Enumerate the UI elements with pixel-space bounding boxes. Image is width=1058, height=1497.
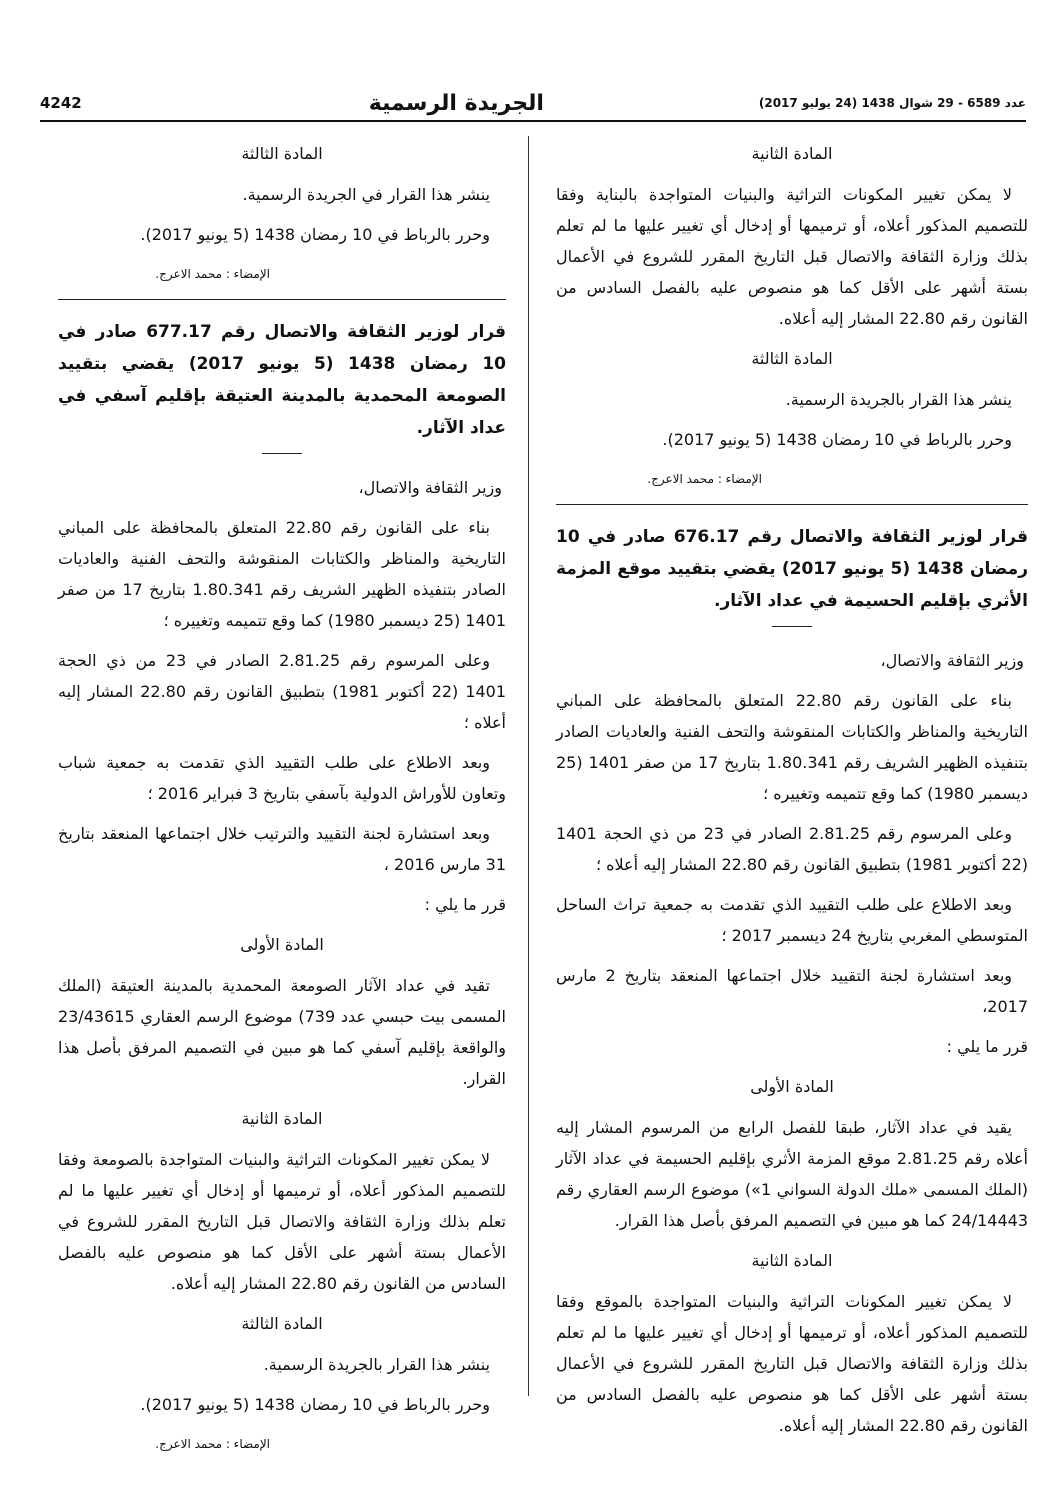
done-at: وحرر بالرباط في 10 رمضان 1438 (5 يونيو 2017). [140,1395,490,1414]
article-heading: المادة الأولى [240,935,324,954]
signature: الإمضاء : محمد الاعرج. [647,472,762,486]
article-text: تقيد في عداد الآثار الصومعة المحمدية بالمدينة العتيقة (الملك المسمى بيت حبسي عدد 739) موضوع الرسم العقاري 23/43615 والواقعة بإقليم آسفي كما هو مبين في التصميم المرفق بأصل هذا القرار. [58,976,506,1088]
decree-title: قرار لوزير الثقافة والاتصال رقم 676.17 صادر في 10 رمضان 1438 (5 يونيو 2017) يقضي بتقييد موقع المزمة الأثري بإقليم الحسيمة في عداد الآثار. [556,527,1028,611]
preamble-paragraph: وبعد استشارة لجنة التقييد والترتيب خلال اجتماعها المنعقد بتاريخ 31 مارس 2016 ، [58,824,506,874]
article-text: لا يمكن تغيير المكونات التراثية والبنيات المتواجدة بالبناية وفقا للتصميم المذكور أعلاه، أو ترميمها أو إدخال أي تغيير عليها ما لم تعلم بذلك وزارة الثقافة والاتصال قبل التاريخ المقرر للشروع في الأعمال بستة أشهر على الأقل كما هو منصوص عليه بالفصل السادس من القانون رقم 22.80 المشار إليه أعلاه. [556,185,1028,328]
journal-title: الجريدة الرسمية [368,90,544,116]
signature: الإمضاء : محمد الاعرج. [155,1437,270,1451]
preamble-paragraph: وبعد استشارة لجنة التقييد خلال اجتماعها المنعقد بتاريخ 2 مارس 2017، [556,966,1028,1016]
preamble-paragraph: وبعد الاطلاع على طلب التقييد الذي تقدمت به جمعية شباب وتعاون للأوراش الدولية بآسفي بتاريخ 3 فبراير 2016 ؛ [58,753,506,803]
done-at: وحرر بالرباط في 10 رمضان 1438 (5 يونيو 2017). [140,225,490,244]
section-separator [58,299,506,300]
article-text: ينشر هذا القرار بالجريدة الرسمية. [785,390,1012,409]
signature: الإمضاء : محمد الاعرج. [155,267,270,281]
decided-line: قرر ما يلي : [424,895,506,914]
issue-info: عدد 6589 - 29 شوال 1438 (24 يوليو 2017) [758,96,1026,110]
article-heading: المادة الأولى [750,1077,834,1096]
preamble-paragraph: وعلى المرسوم رقم 2.81.25 الصادر في 23 من ذي الحجة 1401 (22 أكتوبر 1981) بتطبيق القانون رقم 22.80 المشار إليه أعلاه ؛ [58,651,507,732]
article-heading: المادة الثالثة [241,144,323,163]
column-divider [528,136,529,1396]
preamble-paragraph: وعلى المرسوم رقم 2.81.25 الصادر في 23 من ذي الحجة 1401 (22 أكتوبر 1981) بتطبيق القانون رقم 22.80 المشار إليه أعلاه ؛ [556,824,1028,874]
article-text: يقيد في عداد الآثار، طبقا للفصل الرابع من المرسوم المشار إليه أعلاه رقم 2.81.25 موقع المزمة الأثري بإقليم الحسيمة في عداد الآثار (الملك المسمى «ملك الدولة السواني 1») موضوع الرسم العقاري رقم 24/14443 كما هو مبين في التصميم المرفق بأصل هذا القرار. [556,1118,1029,1230]
minister-line: وزير الثقافة والاتصال، [358,478,502,497]
preamble-paragraph: وبعد الاطلاع على طلب التقييد الذي تقدمت به جمعية تراث الساحل المتوسطي المغربي بتاريخ 24 ديسمبر 2017 ؛ [556,895,1028,945]
title-separator [772,626,812,627]
article-text: ينشر هذا القرار بالجريدة الرسمية. [263,1355,490,1374]
page-number: 4242 [40,94,82,112]
article-heading: المادة الثانية [751,144,833,163]
page-header [40,86,1026,122]
decree-title: قرار لوزير الثقافة والاتصال رقم 677.17 صادر في 10 رمضان 1438 (5 يونيو 2017) يقضي بتقييد الصومعة المحمدية بالمدينة العتيقة بإقليم آسفي في عداد الآثار. [58,322,506,438]
preamble-paragraph: بناء على القانون رقم 22.80 المتعلق بالمحافظة على المباني التاريخية والمناظر والكتابات المنقوشة والتحف الفنية والعاديات الصادر بتنفيذه الظهير الشريف رقم 1.80.341 بتاريخ 17 من صفر 1401 (25 ديسمبر 1980) كما وقع تتميمه وتغييره ؛ [58,518,506,630]
minister-line: وزير الثقافة والاتصال، [880,651,1024,670]
article-heading: المادة الثالثة [241,1314,323,1333]
article-heading: المادة الثانية [241,1109,323,1128]
article-text: لا يمكن تغيير المكونات التراثية والبنيات المتواجدة بالصومعة وفقا للتصميم المذكور أعلاه، أو ترميمها أو إدخال أي تغيير عليها ما لم تعلم بذلك وزارة الثقافة والاتصال قبل التاريخ المقرر للشروع في الأعمال بستة أشهر على الأقل كما هو منصوص عليه بالفصل السادس من القانون رقم 22.80 المشار إليه أعلاه. [58,1150,506,1293]
title-separator [262,453,302,454]
section-separator [556,504,1028,505]
decided-line: قرر ما يلي : [946,1037,1028,1056]
right-column [556,132,1028,1450]
left-column [58,132,506,1469]
article-text: ينشر هذا القرار في الجريدة الرسمية. [242,185,490,204]
article-heading: المادة الثالثة [751,349,833,368]
preamble-paragraph: بناء على القانون رقم 22.80 المتعلق بالمحافظة على المباني التاريخية والمناظر والكتابات المنقوشة والتحف الفنية والعاديات الصادر بتنفيذه الظهير الشريف رقم 1.80.341 بتاريخ 17 من صفر 1401 (25 ديسمبر 1980) كما وقع تتميمه وتغييره ؛ [556,691,1029,803]
done-at: وحرر بالرباط في 10 رمضان 1438 (5 يونيو 2017). [662,430,1012,449]
article-text: لا يمكن تغيير المكونات التراثية والبنيات المتواجدة بالموقع وفقا للتصميم المذكور أعلاه، أو ترميمها أو إدخال أي تغيير عليها ما لم تعلم بذلك وزارة الثقافة والاتصال قبل التاريخ المقرر للشروع في الأعمال بستة أشهر على الأقل كما هو منصوص عليه بالفصل السادس من القانون رقم 22.80 المشار إليه أعلاه. [556,1292,1028,1435]
article-heading: المادة الثانية [751,1251,833,1270]
